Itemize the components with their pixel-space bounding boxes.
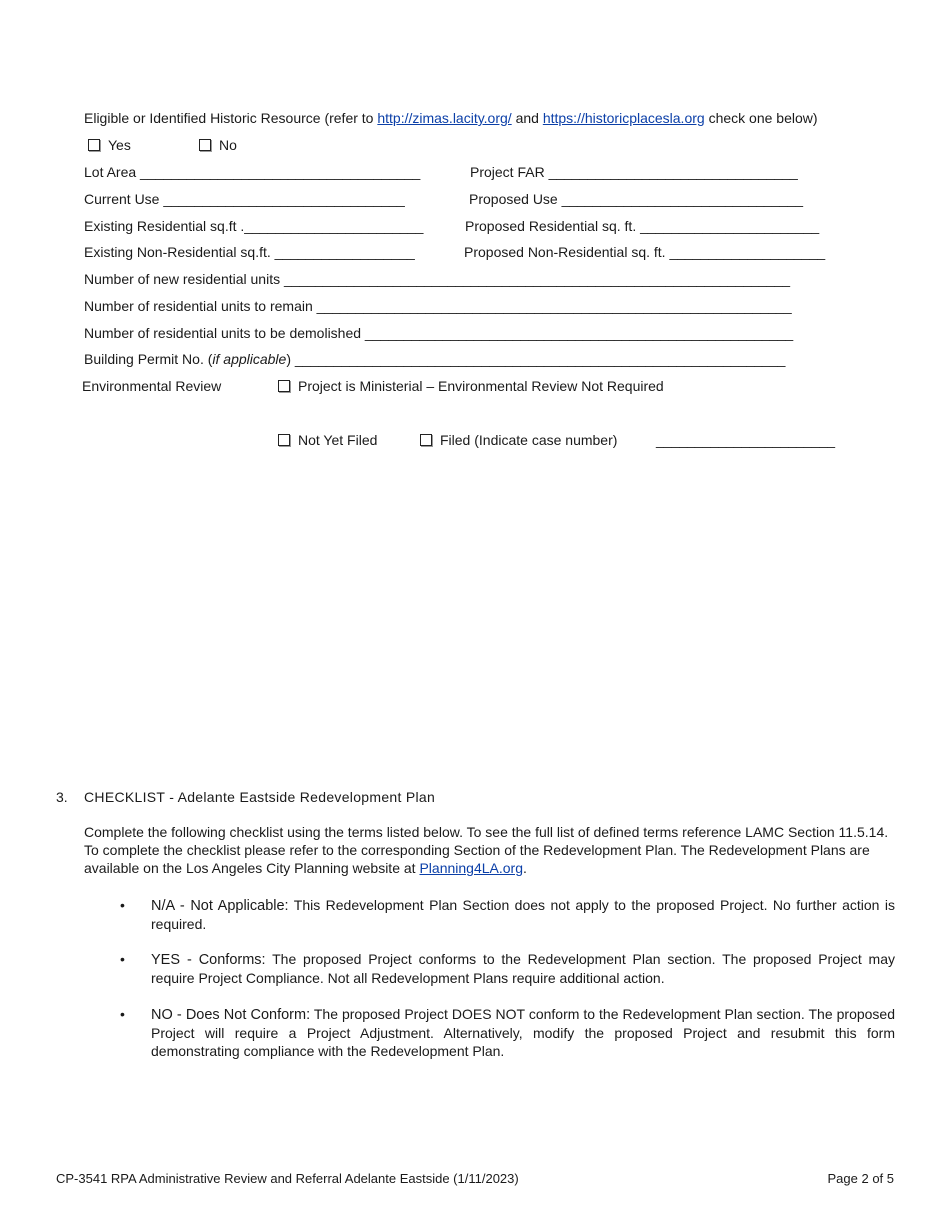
historic-prefix: Eligible or Identified Historic Resource (refer to bbox=[84, 110, 378, 126]
building-permit-field[interactable] bbox=[84, 350, 785, 368]
yes-label: Yes bbox=[108, 137, 131, 153]
filed-checkbox[interactable] bbox=[420, 434, 432, 446]
ministerial-option[interactable] bbox=[278, 377, 664, 395]
section-number: 3. bbox=[56, 789, 68, 805]
proposed-residential-field[interactable]: Proposed Residential sq. ft. _______________________ bbox=[465, 218, 820, 234]
filed-option[interactable] bbox=[420, 431, 617, 449]
project-far-field[interactable]: Project FAR ________________________________ bbox=[470, 164, 798, 180]
permit-italic: if applicable bbox=[212, 351, 287, 367]
bullet-term: YES - Conforms: bbox=[151, 952, 266, 968]
existing-nonresidential-field[interactable]: Existing Non-Residential sq.ft. __________________ bbox=[84, 244, 415, 260]
bullet-text: The proposed Project DOES NOT conform to the Redevelopment Plan section. The proposed Project will require a Project Adjustment. Alternatively, modify the proposed Project and resubmit this form demonstrating compliance with the Redevelopment Plan. bbox=[151, 1006, 895, 1059]
bullet-not-applicable bbox=[120, 896, 895, 933]
case-number-field[interactable]: _______________________ bbox=[656, 432, 836, 448]
footer-page-number: Page 2 of 5 bbox=[827, 1171, 894, 1186]
bullet-text: The proposed Project conforms to the Redevelopment Plan section. The proposed Project may require Project Compliance. Not all Redevelopment Plans require additional action. bbox=[151, 951, 896, 986]
historic-mid: and bbox=[511, 110, 543, 126]
bullet-term: N/A - Not Applicable: bbox=[151, 898, 289, 914]
footer-form-id: CP-3541 RPA Administrative Review and Referral Adelante Eastside (1/11/2023) bbox=[56, 1171, 519, 1186]
bullet-dot: • bbox=[120, 1006, 125, 1022]
zimas-link[interactable]: http://zimas.lacity.org/ bbox=[377, 110, 512, 126]
units-demolished-field[interactable]: Number of residential units to be demolished _______________________________________________________ bbox=[84, 325, 794, 341]
current-use-field[interactable]: Current Use _______________________________ bbox=[84, 191, 405, 207]
checklist-intro bbox=[84, 823, 896, 877]
lot-area-field[interactable]: Lot Area ____________________________________ bbox=[84, 164, 421, 180]
environmental-review-label: Environmental Review bbox=[82, 378, 222, 394]
bullet-does-not-conform bbox=[120, 1005, 895, 1060]
intro-end: . bbox=[522, 860, 527, 876]
yes-checkbox[interactable] bbox=[88, 139, 100, 151]
planning4la-link[interactable]: Planning4LA.org bbox=[419, 860, 523, 876]
bullet-term: NO - Does Not Conform: bbox=[151, 1007, 311, 1023]
ministerial-label: Project is Ministerial – Environmental Review Not Required bbox=[298, 378, 664, 394]
not-yet-filed-label: Not Yet Filed bbox=[298, 432, 378, 448]
proposed-nonresidential-field[interactable]: Proposed Non-Residential sq. ft. ____________________ bbox=[464, 244, 826, 260]
permit-prefix: Building Permit No. ( bbox=[84, 351, 213, 367]
new-units-field[interactable]: Number of new residential units _________________________________________________________________ bbox=[84, 271, 791, 287]
filed-label: Filed (Indicate case number) bbox=[440, 432, 618, 448]
historic-resource-line bbox=[84, 109, 818, 127]
section-title: CHECKLIST - Adelante Eastside Redevelopment Plan bbox=[84, 789, 436, 805]
historic-suffix: check one below) bbox=[704, 110, 818, 126]
bullet-dot: • bbox=[120, 897, 125, 913]
intro-text: Complete the following checklist using the terms listed below. To see the full list of defined terms reference LAMC Section 11.5.14. To complete the checklist please refer to the corresponding Section of the Redevelopment Plan. The Redevelopment Plans are available on the Los Angeles City Planning website at bbox=[84, 824, 889, 876]
historicplacesla-link[interactable]: https://historicplacesla.org bbox=[542, 110, 705, 126]
not-yet-filed-option[interactable] bbox=[278, 431, 377, 449]
ministerial-checkbox[interactable] bbox=[278, 380, 290, 392]
bullet-dot: • bbox=[120, 951, 125, 967]
bullet-conforms bbox=[120, 950, 895, 987]
units-remain-field[interactable]: Number of residential units to remain _____________________________________________________________ bbox=[84, 298, 792, 314]
bullet-text: This Redevelopment Plan Section does not apply to the proposed Project. No further action is required. bbox=[151, 897, 895, 932]
existing-residential-field[interactable]: Existing Residential sq.ft ._______________________ bbox=[84, 218, 424, 234]
not-yet-filed-checkbox[interactable] bbox=[278, 434, 290, 446]
permit-suffix: ) _______________________________________________________________ bbox=[286, 351, 786, 367]
no-checkbox[interactable] bbox=[199, 139, 211, 151]
proposed-use-field[interactable]: Proposed Use _______________________________ bbox=[469, 191, 803, 207]
no-label: No bbox=[219, 137, 237, 153]
historic-no-option[interactable] bbox=[199, 136, 237, 154]
historic-yes-option[interactable] bbox=[88, 136, 131, 154]
